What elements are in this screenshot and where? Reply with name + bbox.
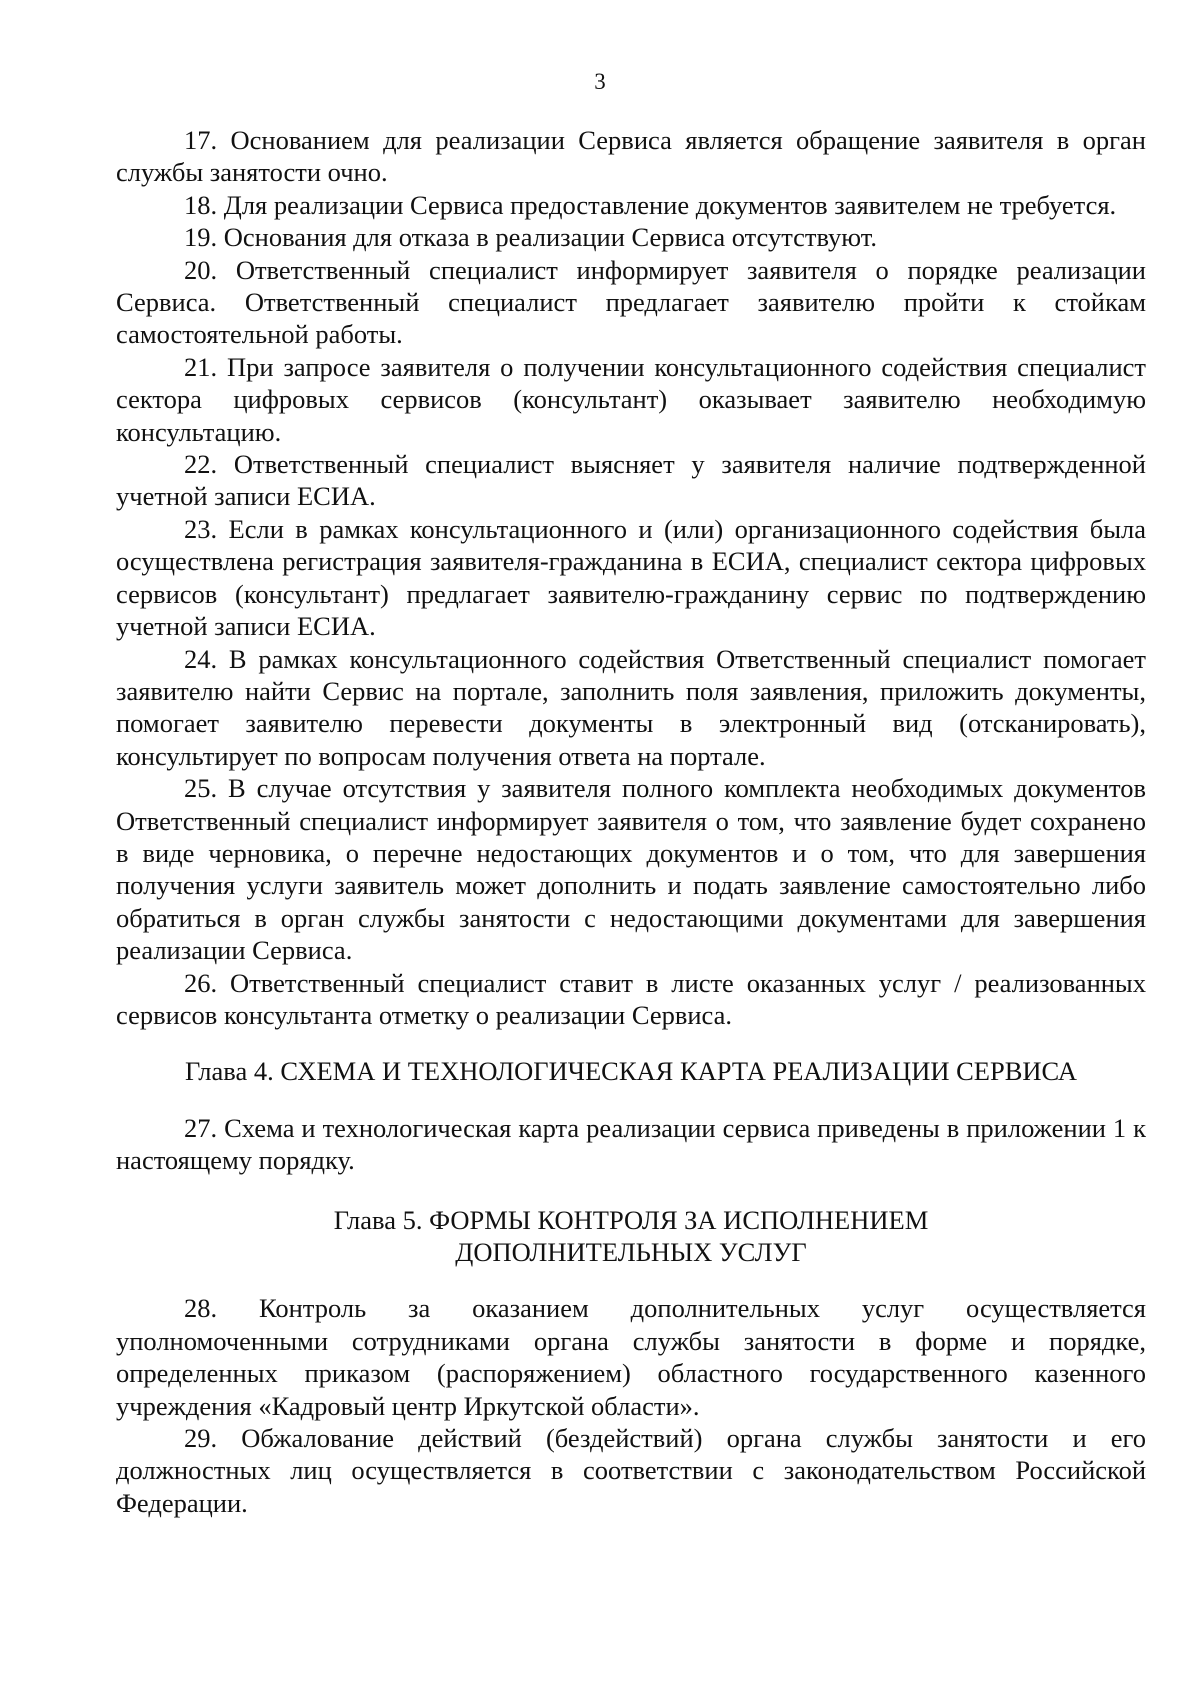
paragraph-24: 24. В рамках консультационного содействия Ответственный специалист помогает заявителю найти Сервис на портале, заполнить поля заявления, приложить документы, помогает заявителю перевести документы в электронный вид (отсканировать), консультирует по вопросам получения ответа на портале.: [116, 643, 1146, 771]
paragraph-26: 26. Ответственный специалист ставит в листе оказанных услуг / реализованных сервисов консультанта отметку о реализации Сервиса.: [116, 967, 1146, 1030]
paragraph-22: 22. Ответственный специалист выясняет у заявителя наличие подтвержденной учетной записи ЕСИА.: [116, 449, 1146, 512]
paragraph-21: 21. При запросе заявителя о получении консультационного содействия специалист сектора цифровых сервисов (консультант) оказывает заявителю необходимую консультацию.: [116, 351, 1146, 447]
paragraph-27: 27. Схема и технологическая карта реализации сервиса приведены в приложении 1 к настоящему порядку.: [116, 1112, 1146, 1176]
paragraph-23: 23. Если в рамках консультационного и (или) организационного содействия была осуществлена регистрация заявителя-гражданина в ЕСИА, специалист сектора цифровых сервисов (консультант) предлагает заявителю-гражданину сервис по подтверждению учетной записи ЕСИА.: [116, 513, 1146, 642]
paragraph-29: 29. Обжалование действий (бездействий) органа службы занятости и его должностных лиц осуществляется в соответствии с законодательством Российской Федерации.: [116, 1423, 1146, 1518]
paragraph-25: 25. В случае отсутствия у заявителя полного комплекта необходимых документов Ответственный специалист информирует заявителя о том, что заявление будет сохранено в виде черновика, о перечне недостающих документов и о том, что для завершения получения услуги заявитель может дополнить и подать заявление самостоятельно либо обратиться в орган службы занятости с недостающими документами для завершения реализации Сервиса.: [116, 773, 1146, 966]
chapter-4-title: Глава 4. СХЕМА И ТЕХНОЛОГИЧЕСКАЯ КАРТА РЕАЛИЗАЦИИ СЕРВИСА: [184, 1056, 1078, 1087]
chapter-5-title-line-2: ДОПОЛНИТЕЛЬНЫХ УСЛУГ: [455, 1237, 807, 1267]
paragraph-28: 28. Контроль за оказанием дополнительных услуг осуществляется уполномоченными сотрудниками органа службы занятости в форме и порядке, определенных приказом (распоряжением) областного государственного казенного учреждения «Кадровый центр Иркутской области».: [116, 1293, 1146, 1421]
paragraph-18: 18. Для реализации Сервиса предоставление документов заявителем не требуется.: [184, 189, 1117, 220]
chapter-5-heading: [116, 1204, 1146, 1269]
paragraph-19: 19. Основания для отказа в реализации Сервиса отсутствуют.: [184, 222, 877, 253]
paragraph-20: 20. Ответственный специалист информирует заявителя о порядке реализации Сервиса. Ответственный специалист предлагает заявителю пройти к стойкам самостоятельной работы.: [116, 254, 1146, 350]
chapter-4-heading: [116, 1055, 1146, 1087]
page-number: 3: [594, 69, 606, 94]
paragraph-17: 17. Основанием для реализации Сервиса является обращение заявителя в орган службы занятости очно.: [116, 125, 1146, 188]
document-body: [116, 124, 1146, 1519]
chapter-5-title-line-1: Глава 5. ФОРМЫ КОНТРОЛЯ ЗА ИСПОЛНЕНИЕМ: [333, 1204, 929, 1235]
